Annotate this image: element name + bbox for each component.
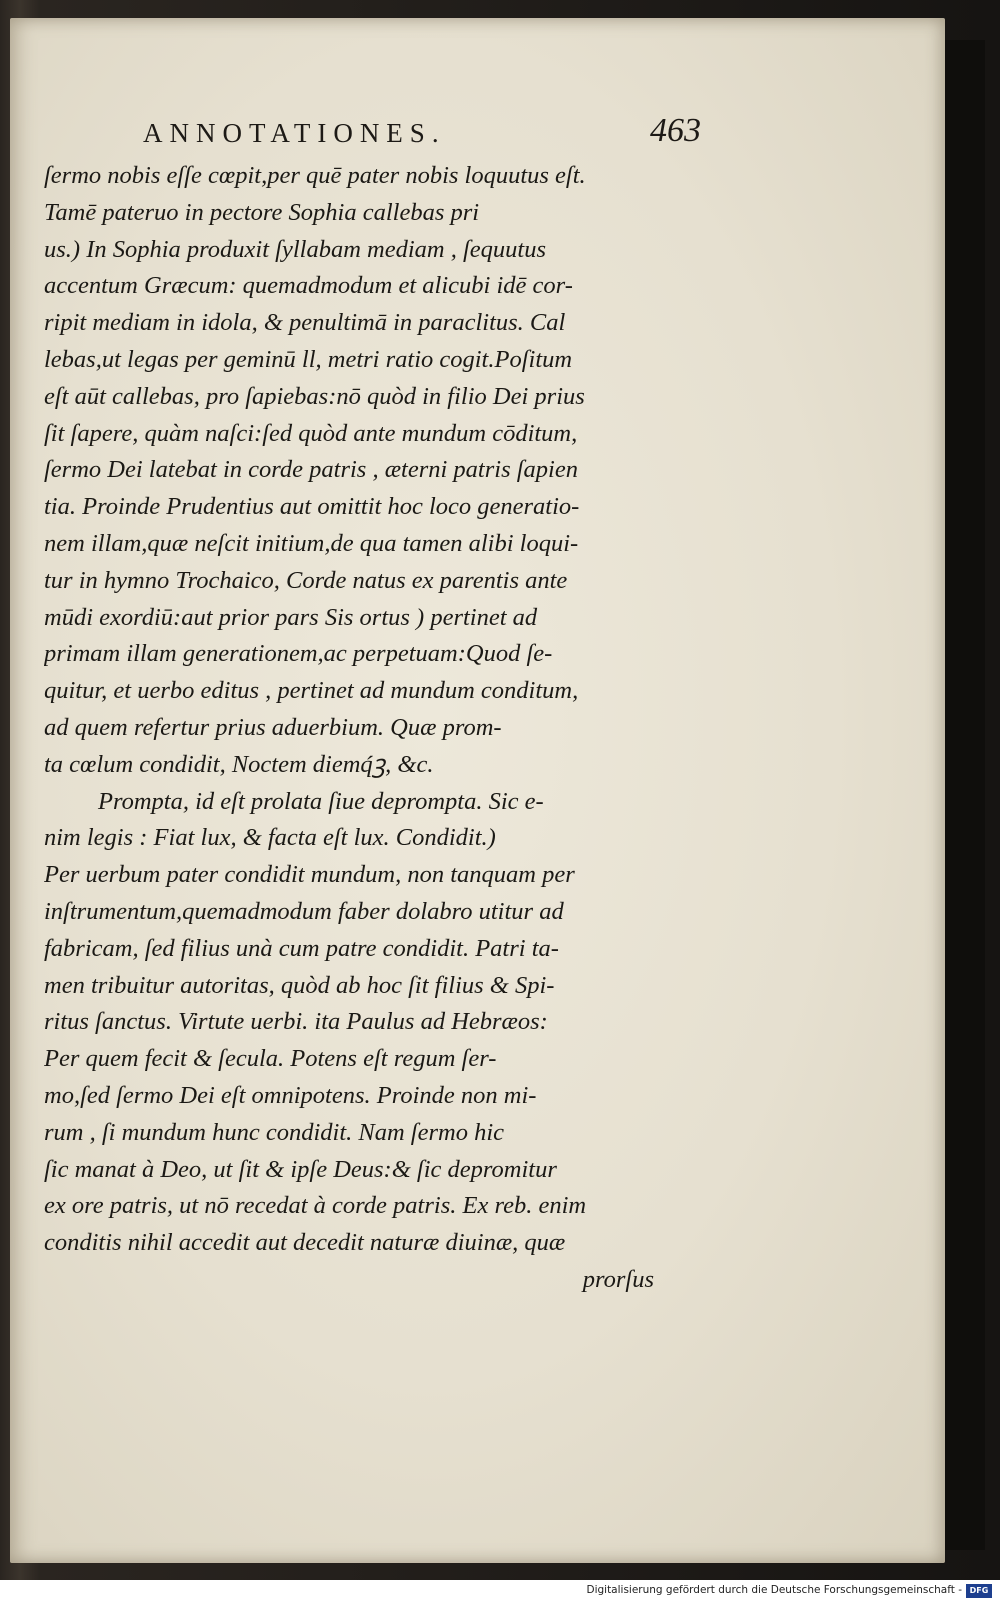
text-line: mo,ſed ſermo Dei eſt omnipotens. Proinde non mi- (44, 1081, 537, 1109)
text-line: conditis nihil accedit aut decedit naturæ diuinæ, quæ (44, 1229, 566, 1257)
text-line: ta cœlum condidit, Noctem diemq́ꝫ, &c. (44, 750, 434, 778)
text-line: nem illam,quæ neſcit initium,de qua tamen alibi loqui- (44, 529, 579, 557)
text-line: accentum Græcum: quemadmodum et alicubi idē cor- (44, 272, 573, 300)
text-line: lebas,ut legas per geminū ll, metri ratio cogit.Poſitum (44, 345, 573, 373)
page-body-text (44, 158, 704, 1299)
page-number: 463 (650, 112, 701, 149)
text-line: Per uerbum pater condidit mundum, non tanquam per (44, 861, 575, 889)
text-line: primam illam generationem,ac perpetuam:Quod ſe- (44, 640, 553, 668)
text-line: tia. Proinde Prudentius aut omittit hoc loco generatio- (44, 493, 580, 521)
text-line: Prompta, id eſt prolata ſiue deprompta. Sic e- (98, 787, 544, 815)
text-line: ſic manat à Deo, ut ſit & ipſe Deus:& ſic depromitur (44, 1155, 557, 1183)
text-line: ſit ſapere, quàm naſci:ſed quòd ante mundum cōditum, (44, 419, 578, 447)
text-line: men tribuitur autoritas, quòd ab hoc ſit filius & Spi- (44, 971, 555, 999)
text-line: ritus ſanctus. Virtute uerbi. ita Paulus ad Hebræos: (44, 1008, 548, 1036)
dfg-logo: DFG (966, 1584, 992, 1598)
footer-bar (0, 1580, 1000, 1602)
text-line: nim legis : Fiat lux, & facta eſt lux. Condidit.) (44, 824, 496, 852)
text-line: tur in hymno Trochaico, Corde natus ex parentis ante (44, 566, 568, 594)
text-line: ex ore patris, ut nō recedat à corde patris. Ex reb. enim (44, 1192, 587, 1220)
text-line: Per quem fecit & ſecula. Potens eſt regum ſer- (44, 1045, 497, 1073)
text-line: rum , ſi mundum hunc condidit. Nam ſermo hic (44, 1118, 505, 1146)
text-line: fabricam, ſed filius unà cum patre condidit. Patri ta- (44, 934, 559, 962)
text-line: ad quem refertur prius aduerbium. Quæ prom- (44, 713, 502, 741)
text-line: inſtrumentum,quemadmodum faber dolabro utitur ad (44, 897, 564, 925)
text-line: Tamē pateruo in pectore Sophia callebas pri (44, 198, 480, 226)
text-line: us.) In Sophia produxit ſyllabam mediam , ſequutus (44, 235, 546, 263)
running-title: ANNOTATIONES. (143, 118, 446, 148)
text-line: ſermo Dei latebat in corde patris , æterni patris ſapien (44, 456, 578, 484)
text-line: quitur, et uerbo editus , pertinet ad mundum conditum, (44, 677, 579, 705)
catchword: prorſus (582, 1265, 654, 1293)
footer-credit: Digitalisierung gefördert durch die Deutsche Forschungsgemeinschaft - (586, 1584, 962, 1596)
text-line: mūdi exordiū:aut prior pars Sis ortus ) pertinet ad (44, 603, 538, 631)
page-header (143, 112, 703, 156)
book-edge-shadow (945, 40, 985, 1550)
text-line: ſermo nobis eſſe cœpit,per quē pater nobis loquutus eſt. (44, 162, 586, 189)
text-line: eſt aūt callebas, pro ſapiebas:nō quòd in filio Dei prius (44, 382, 585, 410)
text-line: ripit mediam in idola, & penultimā in paraclitus. Cal (44, 309, 566, 337)
